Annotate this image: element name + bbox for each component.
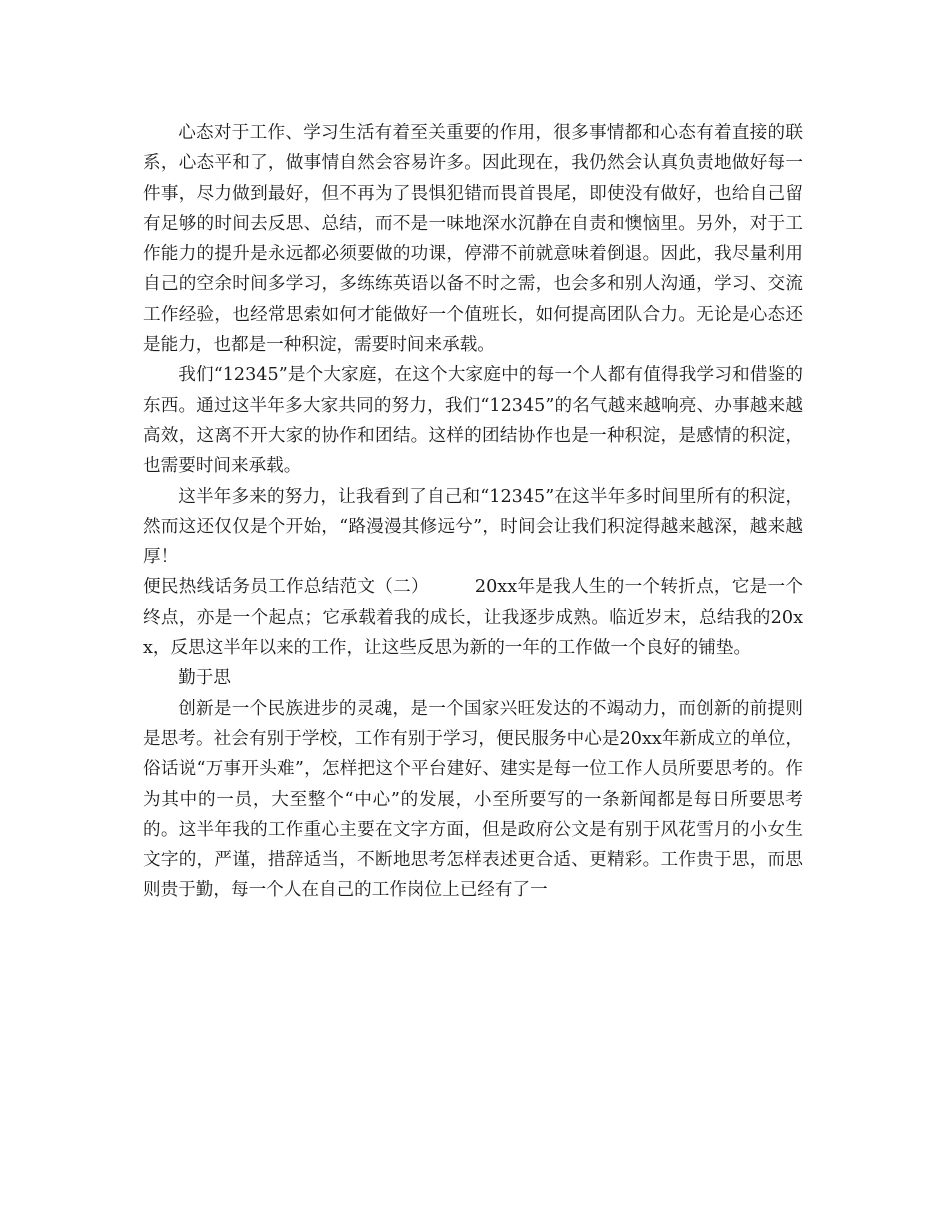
section-two-intro — [143, 572, 803, 663]
document-page — [143, 118, 803, 906]
paragraph-innovation: 创新是一个民族进步的灵魂，是一个国家兴旺发达的不竭动力，而创新的前提则是思考。社会有别于学校，工作有别于学习，便民服务中心是20xx年新成立的单位，俗话说“万事开头难”，怎样把这个平台建好、建实是每一位工作人员所要思考的。作为其中的一员，大至整个“中心”的发展，小至所要写的一条新闻都是每日所要思考的。这半年我的工作重心主要在文字方面，但是政府公文是有别于风花雪月的小女生文字的，严谨，措辞适当，不断地思考怎样表述更合适、更精彩。工作贵于思，而思则贵于勤，每一个人在自己的工作岗位上已经有了一 — [143, 698, 803, 901]
subheading-think: 勤于思 — [178, 668, 231, 689]
paragraph-team: 我们“12345”是个大家庭，在这个大家庭中的每一个人都有值得我学习和借鉴的东西。通过这半年多大家共同的努力，我们“12345”的名气越来越响亮、办事越来越高效，这离不开大家的协作和团结。这样的团结协作也是一种积淀，是感情的积淀，也需要时间来承载。 — [143, 365, 803, 477]
paragraph-mindset: 心态对于工作、学习生活有着至关重要的作用，很多事情都和心态有着直接的联系，心态平和了，做事情自然会容易许多。因此现在，我仍然会认真负责地做好每一件事，尽力做到最好，但不再为了畏惧犯错而畏首畏尾，即使没有做好，也给自己留有足够的时间去反思、总结，而不是一味地深水沉静在自责和懊恼里。另外，对于工作能力的提升是永远都必须要做的功课，停滞不前就意味着倒退。因此，我尽量利用自己的空余时间多学习，多练练英语以备不时之需，也会多和别人沟通，学习、交流工作经验，也经常思索如何才能做好一个值班长，如何提高团队合力。无论是心态还是能力，也都是一种积淀，需要时间来承载。 — [143, 123, 803, 356]
section-title: 便民热线话务员工作总结范文（二） — [143, 577, 429, 598]
section-intro-text: 20xx年是我人生的一个转折点，它是一个终点，亦是一个起点；它承载着我的成长，让我逐步成熟。临近岁末，总结我的20xx，反思这半年以来的工作，让这些反思为新的一年的工作做一个良好的铺垫。 — [143, 577, 803, 659]
paragraph-accumulation: 这半年多来的努力，让我看到了自己和“12345”在这半年多时间里所有的积淀，然而这还仅仅是个开始，“路漫漫其修远兮”，时间会让我们积淀得越来越深，越来越厚！ — [143, 486, 803, 568]
